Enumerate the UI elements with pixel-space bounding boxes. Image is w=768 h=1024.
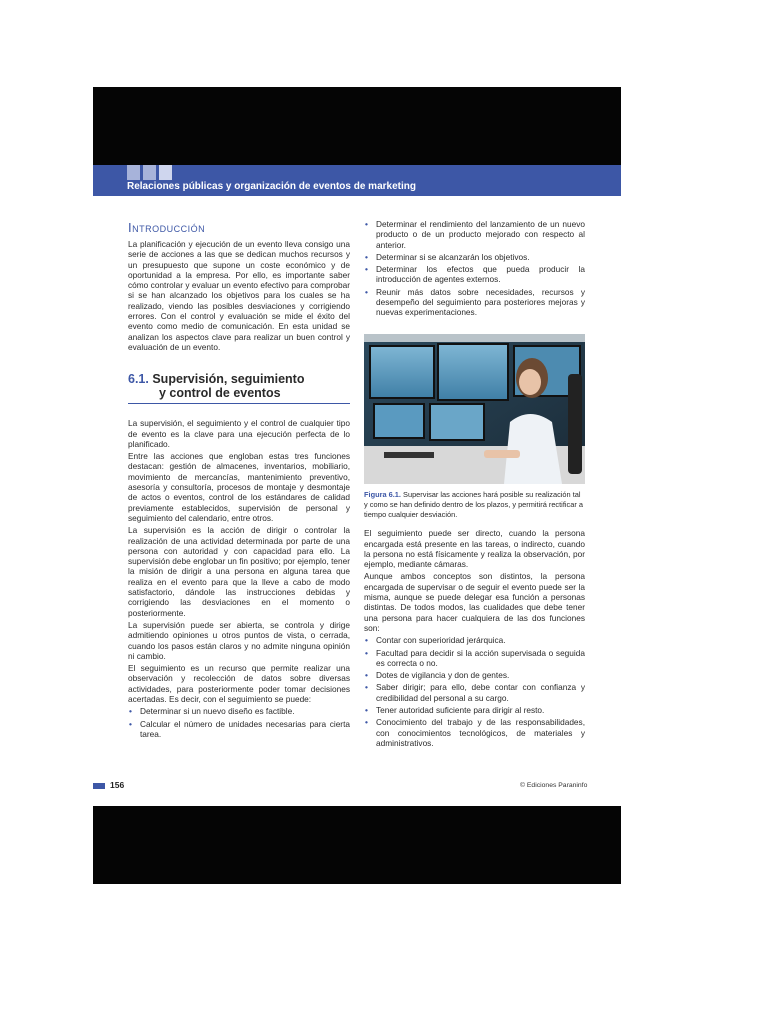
list-item: • Calcular el número de unidades necesarias para cierta tarea. [128, 719, 350, 740]
bottom-bullet-list [364, 635, 585, 748]
figure-caption [364, 490, 585, 521]
list-item: • Determinar si se alcanzarán los objetivos. [364, 252, 585, 262]
right-paragraph: El seguimiento puede ser directo, cuando la persona encargada está presente en las tareas, o indirecto, cuando la persona no está físicamente y realiza la observación, por ejemplo, mediante cámaras. [364, 528, 585, 570]
section-title-line2: y control de eventos [159, 386, 281, 401]
section-paragraph: La supervisión es la acción de dirigir o controlar la realización de una actividad determinada por parte de una persona con autoridad y con capacidad para ello. La supervisión debe englobar un fin positivo; por ejemplo, tener la misión de dirigir a una persona en alguna tarea que realiza en el evento para que la lleve a cabo de modo satisfactorio, dándole las instrucciones debidas y corrigiendo las desviaciones en el momento o posteriormente. [128, 525, 350, 618]
section-paragraph: Entre las acciones que engloban estas tres funciones destacan: gestión de almacenes, inventarios, mobiliario, movimiento de mercancías, mantenimiento preventivo, asesoría y consultoría, procesos de montaje y desmontaje de actos o eventos, control de los estándares de calidad previamente establecidos, supervisión de personal y seguimiento del calendario, entre otros. [128, 451, 350, 523]
list-item: • Determinar los efectos que pueda producir la introducción de agentes externos. [364, 264, 585, 285]
section-paragraph: La supervisión, el seguimiento y el control de cualquier tipo de evento es la clave para una ejecución perfecta de lo planificado. [128, 418, 350, 449]
section-heading [128, 372, 350, 404]
right-column [364, 219, 585, 750]
top-bullet-list [364, 219, 585, 318]
section-bullet-list [128, 706, 350, 739]
right-paragraph: Aunque ambos conceptos son distintos, la persona encargada de supervisar o de seguir el evento puede ser la misma, aunque se puede delegar esa función a personas distintas. De todos modos, las cualidades que debe tener una persona para hacer cualquiera de las dos funciones son: [364, 571, 585, 633]
header-square-decoration [143, 165, 156, 180]
bottom-black-bar [93, 806, 621, 884]
page-number-marker [93, 783, 105, 789]
list-item: • Reunir más datos sobre necesidades, recursos y desempeño del seguimiento para posteriores mejoras y nuevas experimentaciones. [364, 287, 585, 318]
list-item: • Dotes de vigilancia y don de gentes. [364, 670, 585, 680]
figure-caption-text: Supervisar las acciones hará posible su realización tal y como se han definido dentro de los plazos, y permitirá rectificar a tiempo cualquier desviación. [364, 489, 583, 520]
left-column [128, 220, 350, 741]
figure-label: Figura 6.1. [364, 489, 401, 499]
intro-paragraph: La planificación y ejecución de un evento lleva consigo una serie de acciones a las que se dedican muchos recursos y un presupuesto que supone un coste económico y de oportunidad a la empresa. Por ello, es importante saber cómo controlar y evaluar un evento efectivo para comprobar si se han alcanzado los objetivos para los cuales se ha realizado, viendo las posibles desviaciones y corrigiendo errores. Con el control y evaluación se mide el éxito del evento como medio de comunicación. En esta unidad se analizan los aspectos clave para realizar un buen control y evaluación de un evento. [128, 239, 350, 352]
list-item: • Saber dirigir; para ello, debe contar con confianza y credibilidad del personal a su cargo. [364, 682, 585, 703]
section-paragraph: El seguimiento es un recurso que permite realizar una observación y recolección de datos sobre diversas actividades, para posteriormente poder tomar decisiones acertadas. Es decir, con el seguimiento se puede: [128, 663, 350, 704]
chapter-title: Relaciones públicas y organización de eventos de marketing [127, 181, 416, 192]
section-paragraph: La supervisión puede ser abierta, se controla y dirige admitiendo opiniones u otros puntos de vista, o cerrada, cuando los pasos están claros y no admite ninguna opinión ni cambio. [128, 619, 350, 661]
list-item: • Tener autoridad suficiente para dirigir al resto. [364, 705, 585, 715]
copyright-notice: © Ediciones Paraninfo [520, 782, 588, 789]
list-item: • Facultad para decidir si la acción supervisada o seguida es correcta o no. [364, 648, 585, 669]
page-number: 156 [110, 780, 125, 790]
section-title-line1: Supervisión, seguimiento [152, 372, 305, 387]
list-item: • Determinar si un nuevo diseño es factible. [128, 706, 350, 716]
list-item: • Conocimiento del trabajo y de las responsabilidades, con conocimientos tecnológicos, de materiales y administrativos. [364, 717, 585, 748]
list-item: • Contar con superioridad jerárquica. [364, 635, 585, 645]
header-square-decoration [127, 165, 140, 180]
list-item: • Determinar el rendimiento del lanzamiento de un nuevo producto o de un producto mejorado con respecto al anterior. [364, 219, 585, 250]
figure-photo [364, 334, 585, 484]
top-black-bar [93, 87, 621, 165]
header-square-decoration [159, 165, 172, 180]
intro-heading: Introducción [128, 220, 206, 235]
section-number: 6.1. [128, 372, 149, 387]
control-room-illustration [364, 334, 585, 484]
